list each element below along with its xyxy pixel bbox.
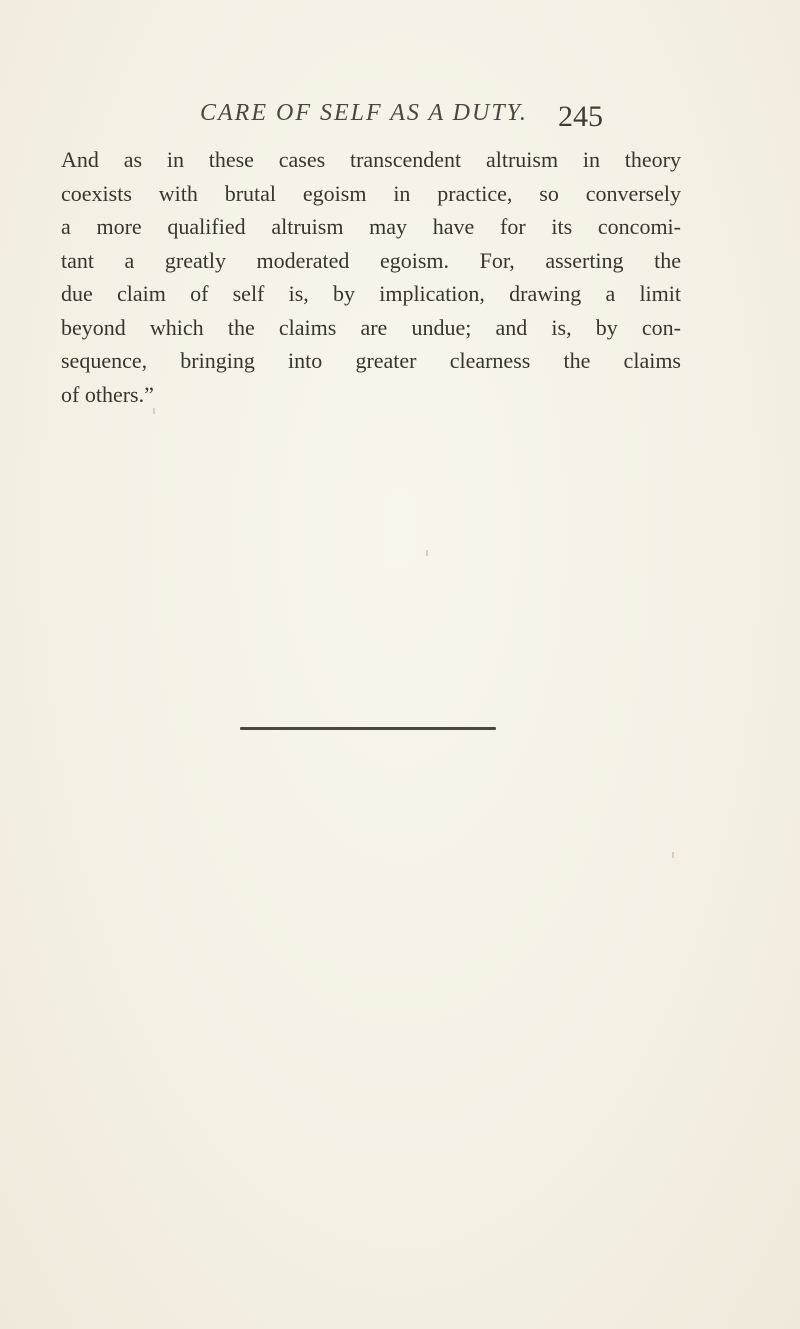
text-line: sequence, bringing into greater clearness the claims (61, 348, 681, 373)
text-line: beyond which the claims are undue; and is, by con- (61, 314, 681, 340)
paper-speck (153, 408, 155, 414)
text-line: And as in these cases transcendent altruism in theory (61, 147, 681, 172)
page-number: 245 (558, 100, 603, 133)
running-head (60, 100, 680, 140)
text-line: of others.” (61, 381, 154, 407)
text-line: due claim of self is, by implication, drawing a limit (61, 281, 681, 306)
paper-speck (672, 852, 674, 858)
text-line: coexists with brutal egoism in practice, so conversely (61, 180, 681, 206)
running-head-title: CARE OF SELF AS A DUTY. (200, 100, 528, 126)
body-paragraph (61, 143, 681, 411)
text-line: tant a greatly moderated egoism. For, asserting the (61, 247, 681, 273)
text-line: a more qualified altruism may have for its concomi- (61, 214, 681, 239)
section-divider-rule (240, 727, 496, 730)
paper-speck (426, 550, 428, 556)
